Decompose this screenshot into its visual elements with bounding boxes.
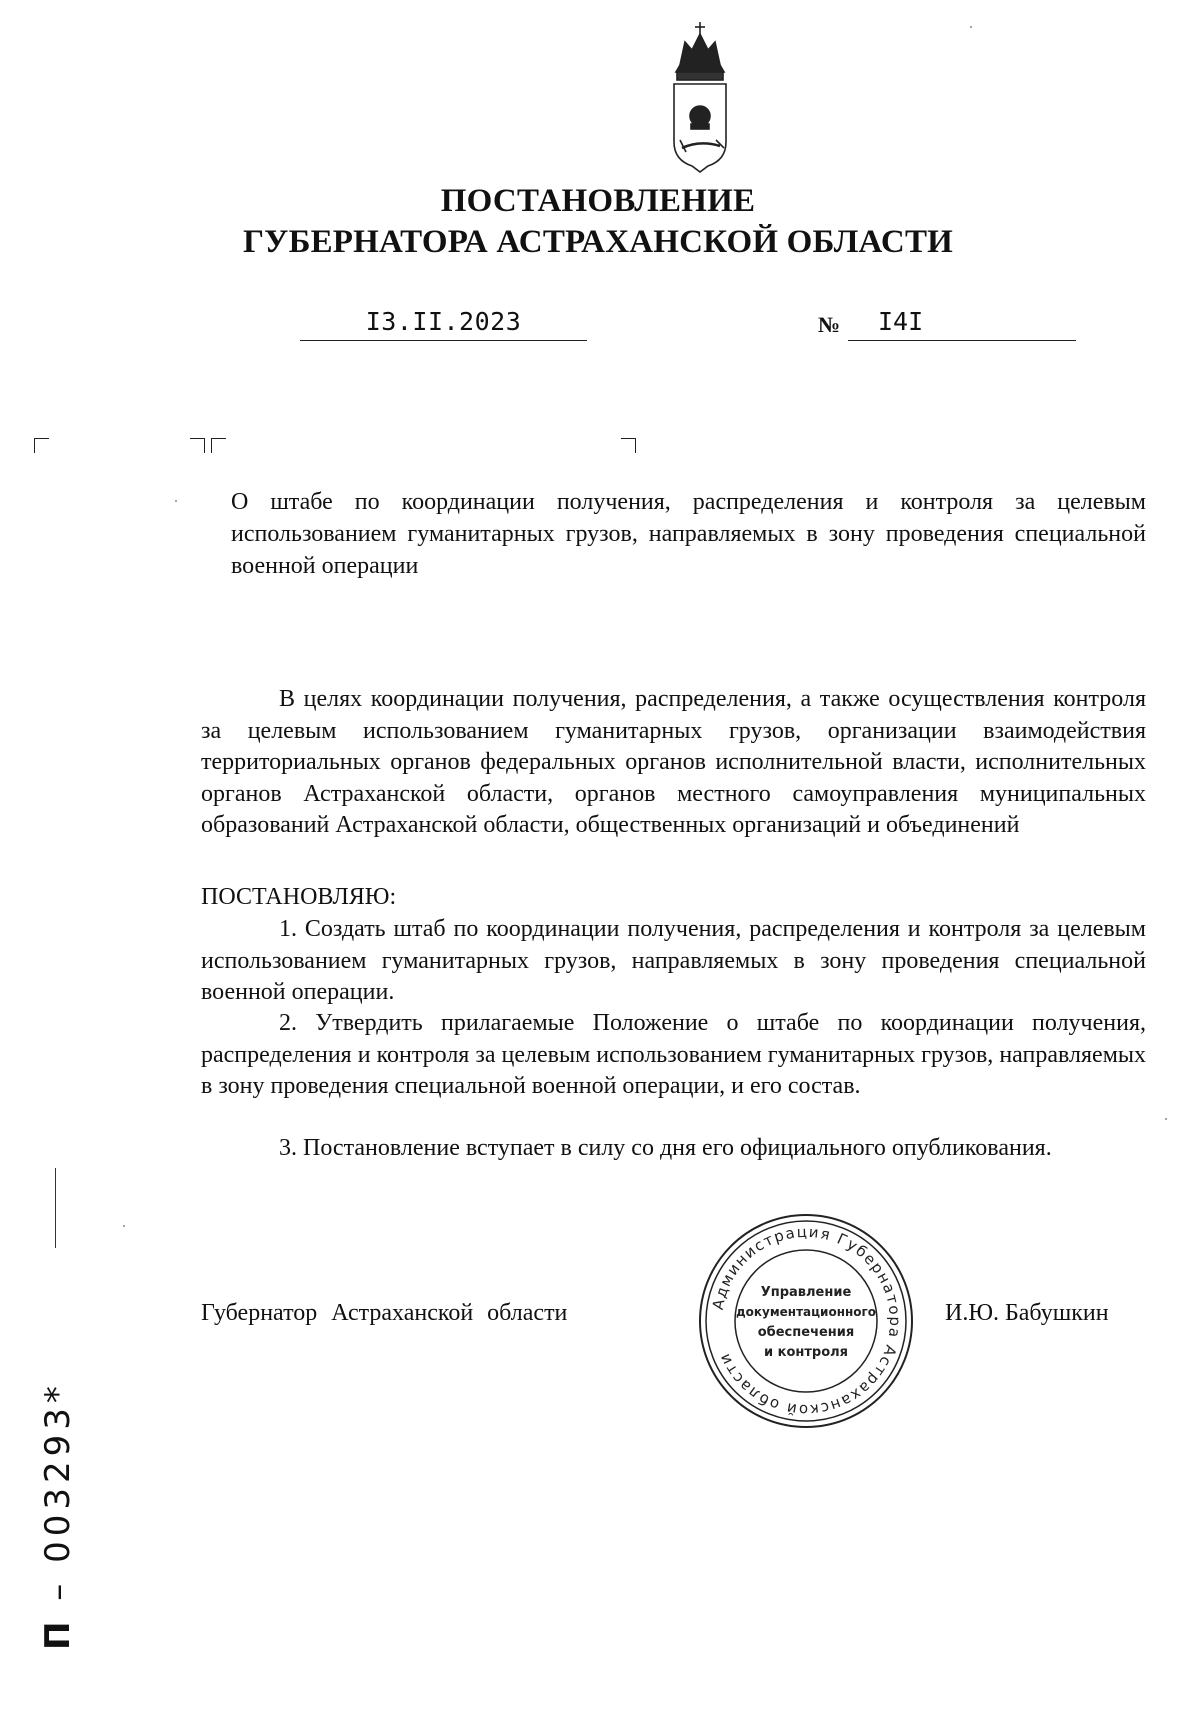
scan-speck [123, 1225, 125, 1227]
document-serial-number [38, 1381, 78, 1650]
stamp-inner-line: и контроля [763, 1345, 849, 1360]
corner-mark [211, 438, 226, 453]
stamp-outer-text: Администрация Губернатора Астраханской области [708, 1222, 905, 1420]
document-title-issuer: ГУБЕРНАТОРА АСТРАХАНСКОЙ ОБЛАСТИ [242, 224, 954, 260]
corner-mark [621, 438, 636, 453]
coat-of-arms-icon [650, 20, 750, 190]
preamble-paragraph: В целях координации получения, распределения, а также осуществления контроля за целевым использованием гуманитарных грузов, организации взаимодействия территориальных органов федеральных органов исполнительной власти, исполнительных органов Астраханской области, органов местного самоуправления муниципальных образований Астраханской области, общественных организаций и объединений [201, 686, 1146, 839]
number-label: № [818, 312, 841, 337]
scan-speck [970, 26, 972, 28]
decree-word: ПОСТАНОВЛЯЮ: [201, 884, 397, 910]
date-underline [300, 340, 587, 341]
scan-speck [175, 500, 177, 502]
serial-digits: – 003293* [38, 1381, 78, 1617]
stamp-inner-line: документационного [735, 1305, 877, 1319]
stamp-inner-line: Управление [760, 1285, 852, 1300]
signatory-name: И.Ю. Бабушкин [945, 1300, 1109, 1326]
scan-speck [1165, 1118, 1167, 1120]
svg-text:Администрация Губернатора Астр [709, 1223, 904, 1419]
margin-line [55, 1168, 56, 1248]
signatory-role: Губернатор Астраханской области [201, 1300, 568, 1326]
document-title: ПОСТАНОВЛЕНИЕ [440, 183, 756, 219]
decree-item-2: 2. Утвердить прилагаемые Положение о штабе по координации получения, распределения и контроля за целевым использованием гуманитарных грузов, направляемых в зону проведения специальной военной операции, и его состав. [201, 1010, 1146, 1100]
document-date: I3.II.2023 [365, 307, 522, 336]
serial-letter: П [38, 1616, 78, 1650]
corner-mark [190, 438, 205, 453]
decree-item-3: 3. Постановление вступает в силу со дня его официального опубликования. [279, 1135, 1052, 1161]
corner-mark [34, 438, 49, 453]
number-underline [848, 340, 1076, 341]
stamp-inner-line: обеспечения [757, 1325, 855, 1340]
document-number: I4I [878, 307, 924, 336]
document-subject: О штабе по координации получения, распределения и контроля за целевым использованием гуманитарных грузов, направляемых в зону проведения специальной военной операции [231, 489, 1146, 579]
decree-item-1: 1. Создать штаб по координации получения, распределения и контроля за целевым использованием гуманитарных грузов, направляемых в зону проведения специальной военной операции. [201, 916, 1146, 1006]
official-stamp [695, 1210, 917, 1432]
